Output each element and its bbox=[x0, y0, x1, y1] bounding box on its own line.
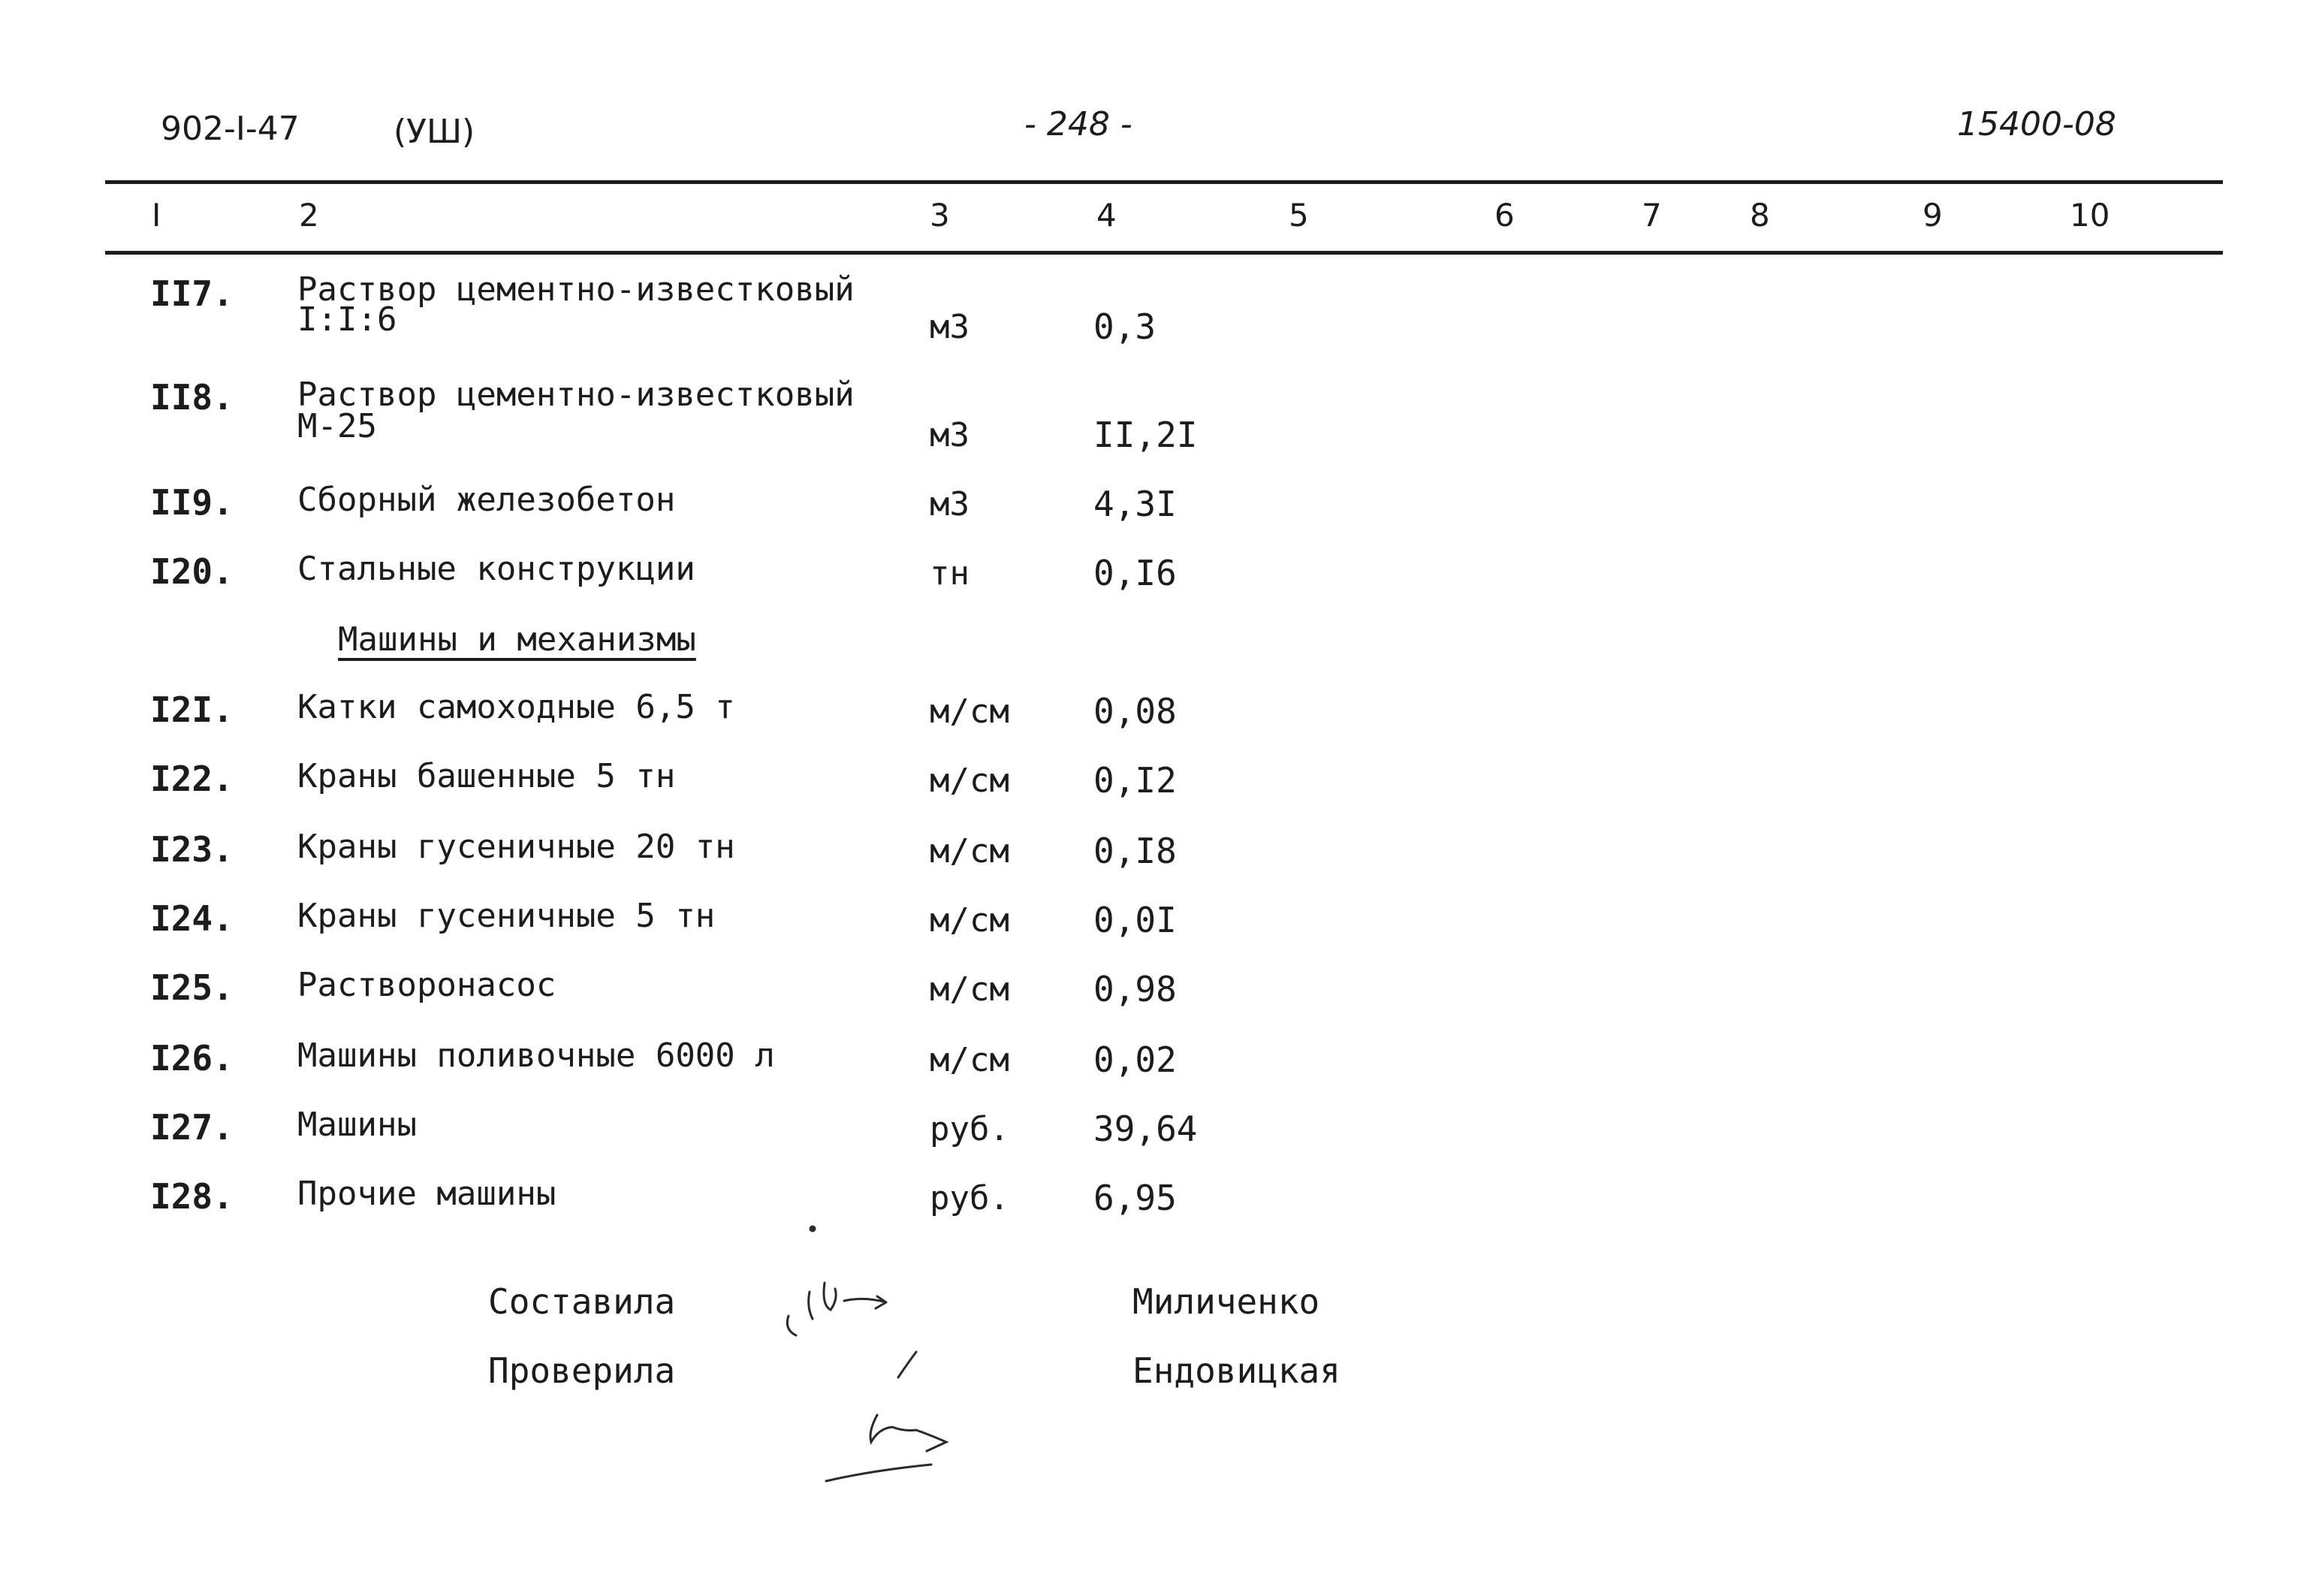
row-name: Сборный железобетон bbox=[297, 481, 676, 519]
row-quantity: 0,I2 bbox=[1093, 760, 1177, 801]
row-number: II8. bbox=[150, 377, 234, 418]
row-unit: м/см bbox=[930, 970, 1009, 1009]
row-unit: м3 bbox=[930, 416, 970, 454]
column-number-10: 10 bbox=[2070, 197, 2110, 234]
row-unit: м/см bbox=[930, 832, 1009, 870]
row-unit: м/см bbox=[930, 692, 1009, 731]
page-number: - 248 - bbox=[1024, 105, 1132, 143]
column-number-8: 8 bbox=[1750, 197, 1770, 234]
row-quantity: 0,08 bbox=[1093, 691, 1177, 732]
row-name: Краны гусеничные 5 тн bbox=[297, 897, 716, 935]
row-unit: м3 bbox=[930, 485, 970, 523]
row-number: I26. bbox=[150, 1038, 234, 1079]
row-unit: м/см bbox=[930, 762, 1009, 800]
row-name: Краны гусеничные 20 тн bbox=[297, 828, 735, 866]
document-number: 15400-08 bbox=[1957, 105, 2116, 143]
row-quantity: 0,0I bbox=[1093, 900, 1177, 940]
document-series: (УШ) bbox=[394, 113, 475, 151]
column-number-5: 5 bbox=[1289, 197, 1309, 234]
column-number-7: 7 bbox=[1642, 197, 1662, 234]
row-number: I24. bbox=[150, 898, 234, 939]
row-name: Машины bbox=[297, 1106, 417, 1144]
checked-by-label: Проверила bbox=[488, 1350, 676, 1391]
row-name: Растворонасос bbox=[297, 966, 556, 1004]
section-title: Машины и механизмы bbox=[338, 620, 696, 659]
row-quantity: II,2I bbox=[1093, 415, 1198, 455]
row-name: Машины поливочные 6000 л bbox=[297, 1036, 775, 1075]
column-number-3: 3 bbox=[930, 197, 950, 234]
row-name: Прочие машины bbox=[297, 1175, 556, 1213]
row-name: Раствор цементно-известковый bbox=[297, 270, 855, 309]
row-quantity: 6,95 bbox=[1093, 1178, 1177, 1218]
row-name-continued: М-25 bbox=[297, 407, 377, 445]
row-number: I23. bbox=[150, 829, 234, 870]
table-top-rule bbox=[105, 180, 2223, 184]
row-quantity: 0,I8 bbox=[1093, 831, 1177, 871]
row-number: I2I. bbox=[150, 689, 234, 730]
column-number-9: 9 bbox=[1922, 197, 1943, 234]
row-number: I27. bbox=[150, 1107, 234, 1148]
column-number-6: 6 bbox=[1494, 197, 1515, 234]
row-number: I20. bbox=[150, 551, 234, 592]
row-quantity: 39,64 bbox=[1093, 1109, 1198, 1149]
row-quantity: 0,02 bbox=[1093, 1039, 1177, 1080]
row-number: I28. bbox=[150, 1176, 234, 1217]
row-quantity: 4,3I bbox=[1093, 484, 1177, 524]
column-number-4: 4 bbox=[1096, 197, 1117, 234]
row-unit: м/см bbox=[930, 901, 1009, 940]
row-name: Раствор цементно-известковый bbox=[297, 376, 855, 414]
row-name-continued: I:I:6 bbox=[297, 300, 397, 339]
handwritten-signature bbox=[766, 1217, 1006, 1487]
row-unit: тн bbox=[930, 554, 970, 593]
row-unit: м/см bbox=[930, 1041, 1009, 1079]
table-header-rule bbox=[105, 251, 2223, 255]
row-unit: м3 bbox=[930, 308, 970, 346]
checked-by-name: Ендовицкая bbox=[1132, 1350, 1340, 1391]
column-number-2: 2 bbox=[299, 197, 319, 234]
column-number-1: I bbox=[152, 197, 161, 234]
row-unit: руб. bbox=[930, 1110, 1009, 1148]
row-quantity: 0,3 bbox=[1093, 306, 1157, 347]
row-number: I25. bbox=[150, 967, 234, 1008]
row-number: II7. bbox=[150, 273, 234, 314]
row-quantity: 0,98 bbox=[1093, 969, 1177, 1009]
row-name: Краны башенные 5 тн bbox=[297, 757, 676, 795]
row-unit: руб. bbox=[930, 1179, 1009, 1217]
row-name: Катки самоходные 6,5 т bbox=[297, 688, 735, 726]
compiled-by-name: Миличенко bbox=[1132, 1281, 1320, 1322]
row-name: Стальные конструкции bbox=[297, 550, 695, 588]
document-code: 902-I-47 bbox=[161, 110, 300, 148]
row-quantity: 0,I6 bbox=[1093, 553, 1177, 593]
row-number: II9. bbox=[150, 482, 234, 523]
compiled-by-label: Составила bbox=[488, 1281, 676, 1322]
row-number: I22. bbox=[150, 759, 234, 799]
